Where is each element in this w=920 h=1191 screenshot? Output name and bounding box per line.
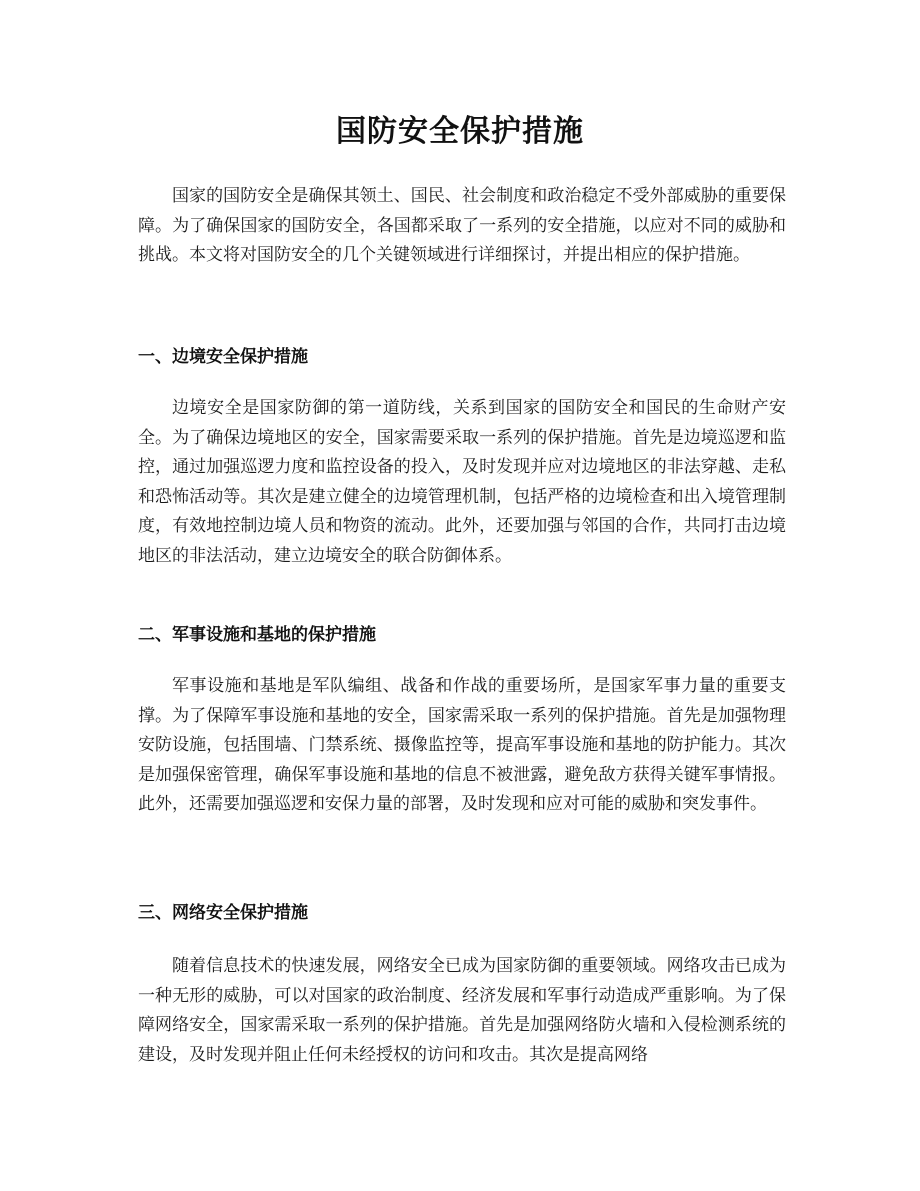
section-heading-military-facilities: 二、军事设施和基地的保护措施 — [138, 625, 376, 645]
document-title: 国防安全保护措施 — [336, 114, 584, 149]
intro-paragraph: 国家的国防安全是确保其领土、国民、社会制度和政治稳定不受外部威胁的重要保障。为了确保国家的国防安全，各国都采取了一系列的安全措施，以应对不同的威胁和挑战。本文将对国防安全的几个关键领域进行详细探讨，并提出相应的保护措施。 — [138, 186, 786, 265]
section-body-network-security: 随着信息技术的快速发展，网络安全已成为国家防御的重要领域。网络攻击已成为一种无形的威胁，可以对国家的政治制度、经济发展和军事行动造成严重影响。为了保障网络安全，国家需采取一系列的保护措施。首先是加强网络防火墙和入侵检测系统的建设，及时发现并阻止任何未经授权的访问和攻击。其次是提高网络 — [138, 956, 786, 1065]
section-body-military-facilities: 军事设施和基地是军队编组、战备和作战的重要场所，是国家军事力量的重要支撑。为了保障军事设施和基地的安全，国家需采取一系列的保护措施。首先是加强物理安防设施，包括围墙、门禁系统、摄像监控等，提高军事设施和基地的防护能力。其次是加强保密管理，确保军事设施和基地的信息不被泄露，避免敌方获得关键军事情报。此外，还需要加强巡逻和安保力量的部署，及时发现和应对可能的威胁和突发事件。 — [138, 676, 786, 814]
section-heading-network-security: 三、网络安全保护措施 — [138, 903, 308, 923]
section-heading-border-security: 一、边境安全保护措施 — [138, 347, 308, 367]
section-body-border-security: 边境安全是国家防御的第一道防线，关系到国家的国防安全和国民的生命财产安全。为了确保边境地区的安全，国家需要采取一系列的保护措施。首先是边境巡逻和监控，通过加强巡逻力度和监控设备的投入，及时发现并应对边境地区的非法穿越、走私和恐怖活动等。其次是建立健全的边境管理机制，包括严格的边境检查和出入境管理制度，有效地控制边境人员和物资的流动。此外，还要加强与邻国的合作，共同打击边境地区的非法活动，建立边境安全的联合防御体系。 — [138, 398, 786, 566]
